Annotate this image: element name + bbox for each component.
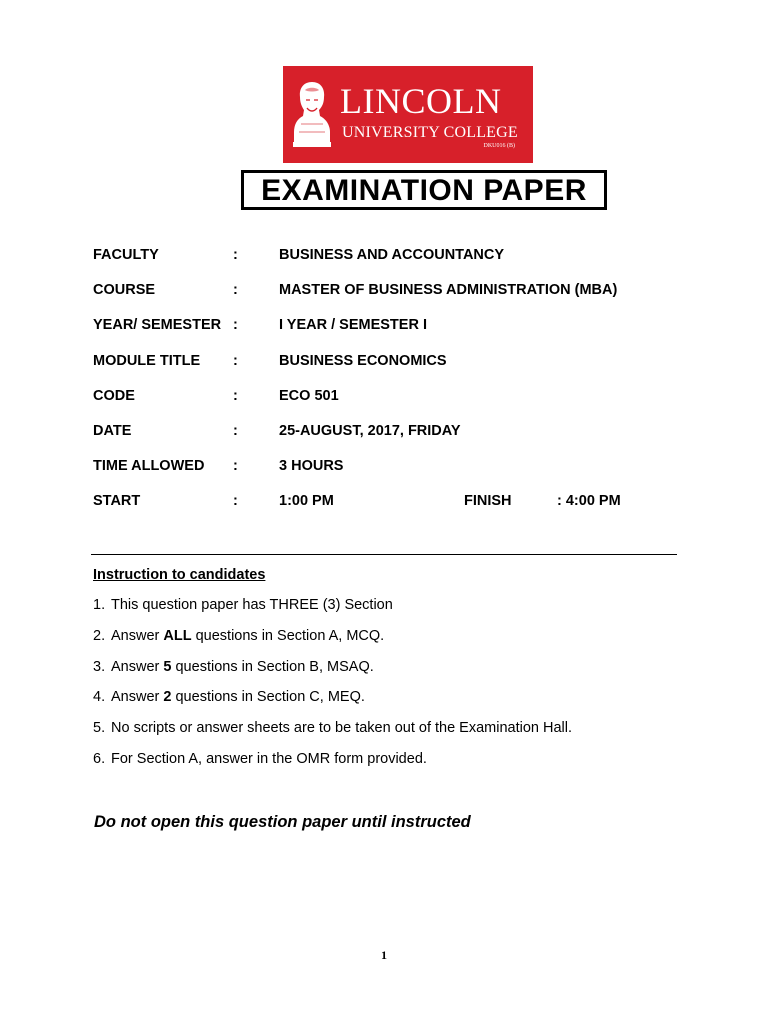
detail-row-module-title [93,353,693,388]
detail-label: YEAR/ SEMESTER [93,317,222,334]
detail-separator: : [233,422,238,439]
instruction-item [93,628,572,659]
instruction-number: 1. [93,597,106,613]
detail-value: MASTER OF BUSINESS ADMINISTRATION (MBA) [279,282,618,299]
detail-row-faculty [93,247,693,282]
detail-separator: : [233,387,238,404]
detail-separator: : [233,493,238,510]
warning-notice: Do not open this question paper until instructed [94,813,471,831]
page-number: 1 [381,948,387,962]
detail-value: BUSINESS ECONOMICS [279,352,447,369]
detail-separator: : [233,352,238,369]
detail-label: FACULTY [93,247,159,263]
instruction-text: No scripts or answer sheets are to be taken out of the Examination Hall. [111,720,573,737]
logo-subtitle: UNIVERSITY COLLEGE [342,124,518,141]
instruction-emphasis: ALL [163,627,192,644]
detail-separator: : [233,282,238,299]
detail-separator: : [233,458,238,475]
detail-row-date [93,423,693,458]
instruction-item [93,720,572,751]
instruction-item [93,597,572,628]
detail-separator: : [233,247,238,263]
detail-label: TIME ALLOWED [93,458,205,475]
detail-value: 1:00 PM [279,493,334,510]
instruction-text-end: questions in Section A, MCQ. [191,627,385,644]
instruction-number: 6. [93,750,106,767]
instruction-text: Answer [111,627,164,644]
detail-row-code [93,388,693,423]
instruction-text: Answer [111,689,164,706]
university-logo [283,66,533,163]
detail-label: DATE [93,422,132,439]
instruction-text-end: questions in Section C, MEQ. [171,689,365,706]
instruction-text-end: questions in Section B, MSAQ. [171,658,374,675]
detail-row-year-semester [93,317,693,352]
instruction-text: This question paper has THREE (3) Section [111,597,393,613]
detail-value: ECO 501 [279,387,339,404]
detail-separator: : [233,317,238,334]
detail-row-start [93,493,693,528]
detail-row-time-allowed [93,458,693,493]
divider [91,554,677,555]
detail-value: 3 HOURS [279,458,344,475]
finish-value: : 4:00 PM [557,493,621,510]
detail-label: MODULE TITLE [93,352,201,369]
detail-value: I YEAR / SEMESTER I [279,317,427,334]
detail-value: BUSINESS AND ACCOUNTANCY [279,247,505,263]
finish-label: FINISH [464,493,512,510]
instruction-number: 3. [93,658,106,675]
instruction-emphasis: 2 [163,689,172,706]
instruction-number: 4. [93,689,106,706]
instructions-heading: Instruction to candidates [93,567,266,583]
instruction-text: Answer [111,658,164,675]
lincoln-bust-icon [291,78,333,150]
instructions-list [93,597,572,782]
instruction-item [93,689,572,720]
detail-value: 25-AUGUST, 2017, FRIDAY [279,422,461,439]
instruction-number: 5. [93,720,106,737]
detail-row-course [93,282,693,317]
logo-registration: DKU016 (B) [483,143,515,149]
instruction-item [93,659,572,690]
detail-label: START [93,493,141,510]
instruction-emphasis: 5 [163,658,172,675]
detail-label: COURSE [93,282,156,299]
page-title: EXAMINATION PAPER [241,170,607,210]
instruction-number: 2. [93,627,106,644]
detail-label: CODE [93,387,135,404]
instruction-text: For Section A, answer in the OMR form provided. [111,750,427,767]
exam-details [93,247,693,529]
logo-name: LINCOLN [340,81,502,121]
instruction-item [93,751,572,782]
